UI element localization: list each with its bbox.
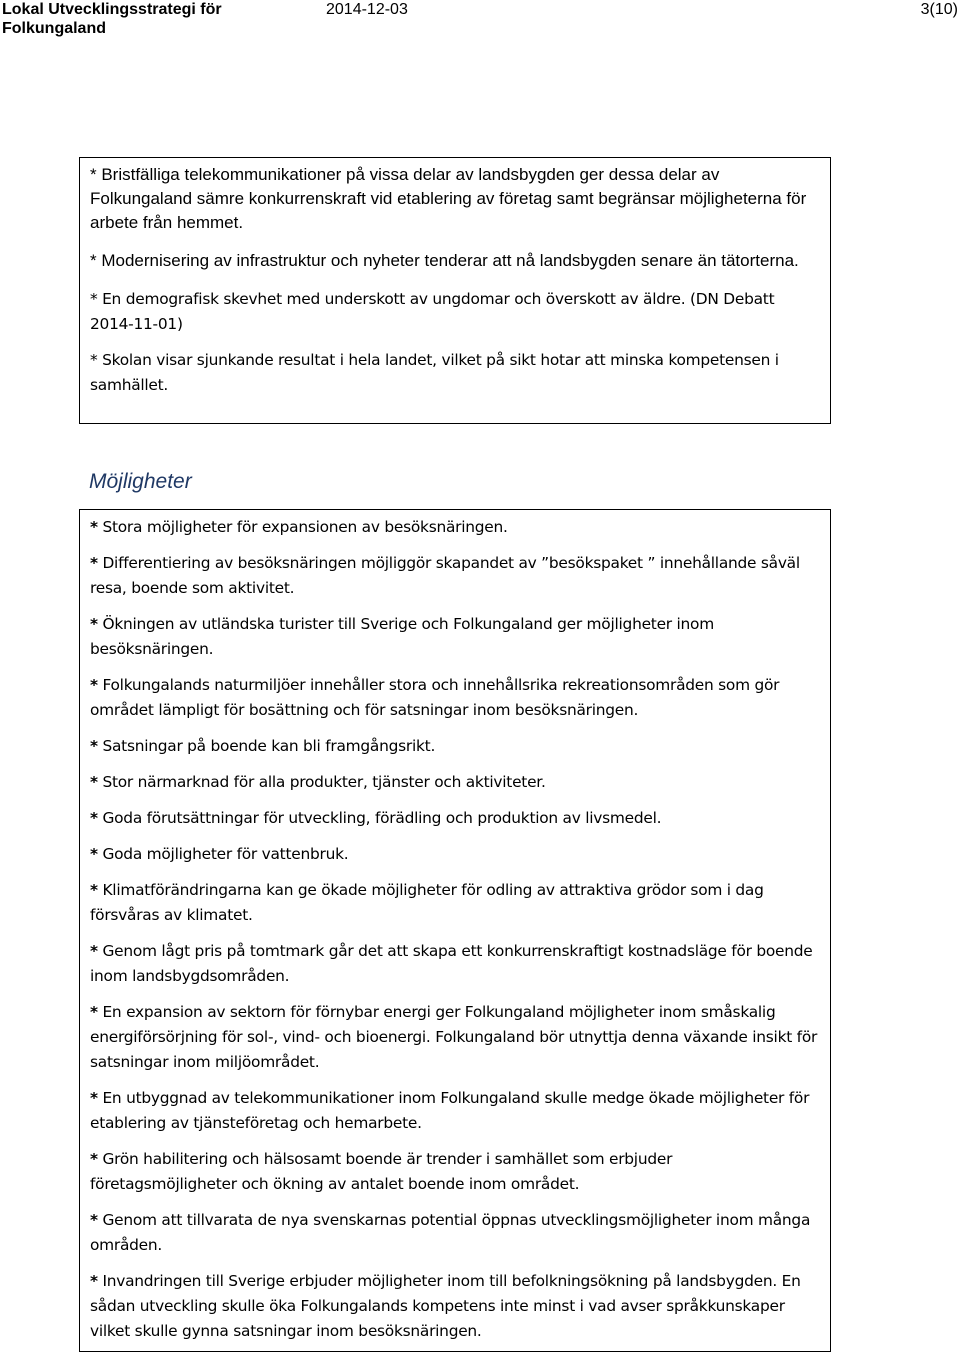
opportunity-item — [90, 673, 820, 723]
opportunity-text: En expansion av sektorn för förnybar energi ger Folkungaland möjligheter inom småskalig energiförsörjning för sol-, vind- och bioenergi. Folkungaland bör utnyttja denna växande insikt för satsningar inom miljöområdet. — [90, 1003, 818, 1071]
bullet-star: * — [90, 1003, 98, 1021]
bullet-star: * — [90, 615, 98, 633]
opportunity-text: Genom att tillvarata de nya svenskarnas potential öppnas utvecklingsmöjligheter inom många områden. — [90, 1211, 811, 1254]
opportunity-text: Goda förutsättningar för utveckling, förädling och produktion av livsmedel. — [97, 809, 662, 827]
opportunity-item — [90, 806, 820, 831]
opportunity-item — [90, 939, 820, 989]
page-number: 3(10) — [920, 1, 958, 18]
opportunity-text: Differentiering av besöksnäringen möjliggör skapandet av ”besökspaket ” innehållande såväl resa, boende som aktivitet. — [90, 554, 800, 597]
opportunity-text: Ökningen av utländska turister till Sverige och Folkungaland ger möjligheter inom besöksnäringen. — [90, 615, 714, 658]
threat-item: * En demografisk skevhet med underskott av ungdomar och överskott av äldre. (DN Debatt 2014-11-01) — [90, 290, 775, 333]
opportunity-text: Satsningar på boende kan bli framgångsrikt. — [97, 737, 436, 755]
opportunity-text: Goda möjligheter för vattenbruk. — [97, 845, 349, 863]
section-heading-opportunities: Möjligheter — [89, 470, 192, 493]
opportunity-text: En utbyggnad av telekommunikationer inom Folkungaland skulle medge ökade möjligheter för etablering av tjänsteföretag och hemarbete. — [90, 1089, 810, 1132]
opportunity-item — [90, 1147, 820, 1197]
opportunity-item — [90, 612, 820, 662]
opportunity-text: Stor närmarknad för alla produkter, tjänster och aktiviteter. — [97, 773, 546, 791]
bullet-star: * — [90, 881, 98, 899]
document-title: Lokal Utvecklingsstrategi för Folkungaland — [2, 1, 222, 37]
opportunity-text: Folkungalands naturmiljöer innehåller stora och innehållsrika rekreationsområden som gör området lämpligt för bosättning och för satsningar inom besöksnäringen. — [90, 676, 780, 719]
bullet-star: * — [90, 845, 98, 863]
bullet-star: * — [90, 773, 98, 791]
opportunity-text: Invandringen till Sverige erbjuder möjligheter inom till befolkningsökning på landsbygden. En sådan utveckling skulle öka Folkungalands kompetens inte minst i vad avser språkkunskaper vilket skulle gynna satsningar inom besöksnäringen. — [90, 1272, 801, 1340]
opportunity-item — [90, 770, 820, 795]
opportunity-item — [90, 515, 820, 540]
opportunity-item — [90, 1269, 820, 1344]
opportunity-item — [90, 878, 820, 928]
threat-item: * Modernisering av infrastruktur och nyheter tenderar att nå landsbygden senare än tätorterna. — [90, 251, 799, 270]
opportunity-item — [90, 1000, 820, 1075]
bullet-star: * — [90, 676, 98, 694]
bullet-star: * — [90, 942, 98, 960]
threat-item: * Skolan visar sjunkande resultat i hela landet, vilket på sikt hotar att minska kompetensen i samhället. — [90, 351, 779, 394]
bullet-star: * — [90, 1150, 98, 1168]
opportunity-item — [90, 734, 820, 759]
opportunities-box — [79, 509, 831, 1352]
bullet-star: * — [90, 518, 98, 536]
opportunity-text: Klimatförändringarna kan ge ökade möjligheter för odling av attraktiva grödor som i dag försvåras av klimatet. — [90, 881, 764, 924]
bullet-star: * — [90, 1089, 98, 1107]
opportunity-item — [90, 551, 820, 601]
opportunity-item — [90, 1086, 820, 1136]
opportunity-text: Genom lågt pris på tomtmark går det att skapa ett konkurrenskraftigt kostnadsläge för boende inom landsbygdsområden. — [90, 942, 813, 985]
bullet-star: * — [90, 1211, 98, 1229]
opportunity-item — [90, 1208, 820, 1258]
bullet-star: * — [90, 1272, 98, 1290]
opportunity-item — [90, 842, 820, 867]
threat-item: * Bristfälliga telekommunikationer på vissa delar av landsbygden ger dessa delar av Folkungaland sämre konkurrenskraft vid etablering av företag samt begränsar möjligheterna för arbete från hemmet. — [90, 165, 807, 232]
page-header — [0, 0, 960, 44]
opportunity-text: Stora möjligheter för expansionen av besöksnäringen. — [97, 518, 508, 536]
document-date: 2014-12-03 — [326, 1, 408, 18]
threats-box — [79, 157, 831, 424]
opportunity-text: Grön habilitering och hälsosamt boende är trender i samhället som erbjuder företagsmöjligheter och ökning av antalet boende inom området. — [90, 1150, 673, 1193]
bullet-star: * — [90, 809, 98, 827]
bullet-star: * — [90, 554, 98, 572]
bullet-star: * — [90, 737, 98, 755]
